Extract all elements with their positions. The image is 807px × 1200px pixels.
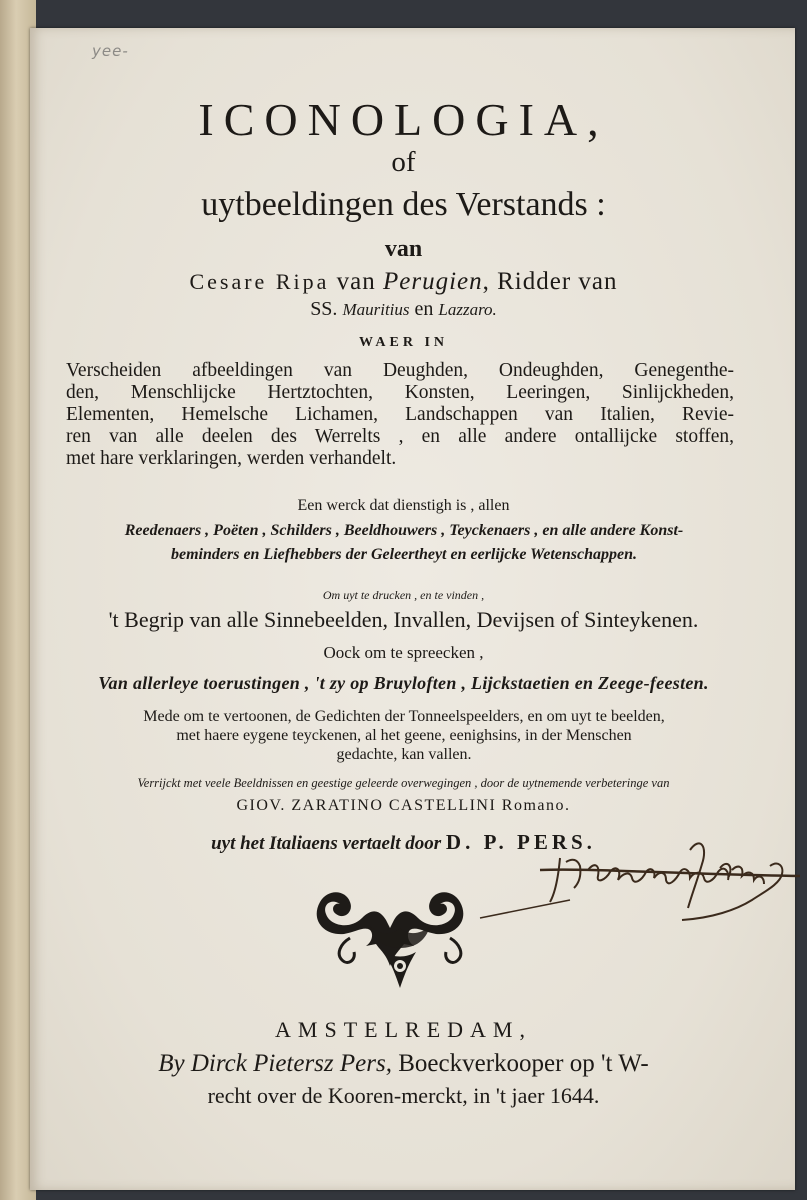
translator-prefix: uyt het Italiaens vertaelt door bbox=[211, 833, 446, 854]
description-line: Elementen, Hemelsche Lichamen, Landschappen van Italien, Revie- bbox=[66, 404, 734, 425]
imprint-rest: Boeckverkooper op 't W- bbox=[391, 1050, 649, 1077]
imprint-line-1 bbox=[0, 1050, 807, 1078]
mede-line: met haere eygene teyckenen, al het geene, eenighsins, in der Menschen bbox=[176, 727, 632, 744]
order-mauritius: Mauritius bbox=[342, 300, 410, 319]
description-line: met hare verklaringen, werden verhandelt. bbox=[66, 448, 397, 469]
oock-line: Oock om te spreecken , bbox=[323, 643, 484, 662]
waer-in-heading: WAER IN bbox=[358, 335, 449, 350]
pencil-annotation: yee- bbox=[92, 42, 129, 60]
order-line bbox=[0, 298, 807, 321]
description-line: ren van alle deelen des Werrelts , en alle andere ontallijcke stoffen, bbox=[66, 426, 734, 447]
castellini-line: GIOV. ZARATINO CASTELLINI Romano. bbox=[236, 797, 571, 814]
imprint-line-2: recht over de Kooren-merckt, in 't jaer 1644. bbox=[207, 1083, 600, 1108]
om-drucken-line: Om uyt te drucken , en te vinden , bbox=[322, 588, 485, 602]
description-block bbox=[66, 360, 734, 470]
order-en: en bbox=[409, 298, 439, 320]
order-ss: SS. bbox=[310, 298, 343, 320]
subtitle: uytbeeldingen des Verstands : bbox=[201, 186, 606, 223]
order-lazzaro: Lazzaro. bbox=[438, 300, 497, 319]
description-line: Verscheiden afbeeldingen van Deughden, Ondeughden, Genegenthe- bbox=[66, 360, 734, 381]
book-title: ICONOLOGIA, bbox=[198, 94, 609, 145]
translator-name: D. P. PERS. bbox=[445, 830, 596, 854]
imprint-city: AMSTELREDAM, bbox=[275, 1017, 532, 1042]
allerleye-line: Van allerleye toerustingen , 't zy op Bruyloften , Lijckstaetien en Zeege-feesten. bbox=[98, 673, 709, 693]
verrijckt-line: Verrijckt met veele Beeldnissen en geestige geleerde overwegingen , door de uytnemende verbeteringe van bbox=[137, 776, 670, 790]
author-line bbox=[0, 268, 807, 296]
van-line: van bbox=[384, 236, 423, 262]
audience-line: beminders en Liefhebbers der Geleertheyt en eerlijcke Wetenschappen. bbox=[171, 546, 637, 563]
mede-line: gedachte, kan vallen. bbox=[336, 746, 472, 763]
author-place: Perugien bbox=[382, 268, 483, 295]
begrip-line: 't Begrip van alle Sinnebeelden, Invallen, Devijsen of Sinteykenen. bbox=[108, 607, 699, 632]
mede-line: Mede om te vertoonen, de Gedichten der Tonneelspeelders, en om uyt te beelden, bbox=[143, 708, 665, 725]
imprint-printer: Dirck Pietersz Pers, bbox=[190, 1050, 392, 1077]
audience-block bbox=[64, 519, 744, 567]
audience-line: Reedenaers , Poëten , Schilders , Beeldhouwers , Teyckenaers , en alle andere Konst- bbox=[124, 522, 684, 539]
mede-block bbox=[70, 707, 738, 764]
title-of: of bbox=[391, 146, 416, 178]
author-ridder: , Ridder van bbox=[482, 268, 618, 295]
imprint-by: By bbox=[158, 1050, 191, 1077]
description-line: den, Menschlijcke Hertztochten, Konsten, Leeringen, Sinlijckheden, bbox=[66, 382, 734, 403]
author-name: Cesare Ripa bbox=[189, 269, 330, 294]
author-van: van bbox=[329, 268, 383, 295]
werck-line: Een werck dat dienstigh is , allen bbox=[297, 497, 510, 514]
printers-ornament bbox=[310, 880, 490, 995]
handwritten-signature bbox=[470, 840, 807, 950]
